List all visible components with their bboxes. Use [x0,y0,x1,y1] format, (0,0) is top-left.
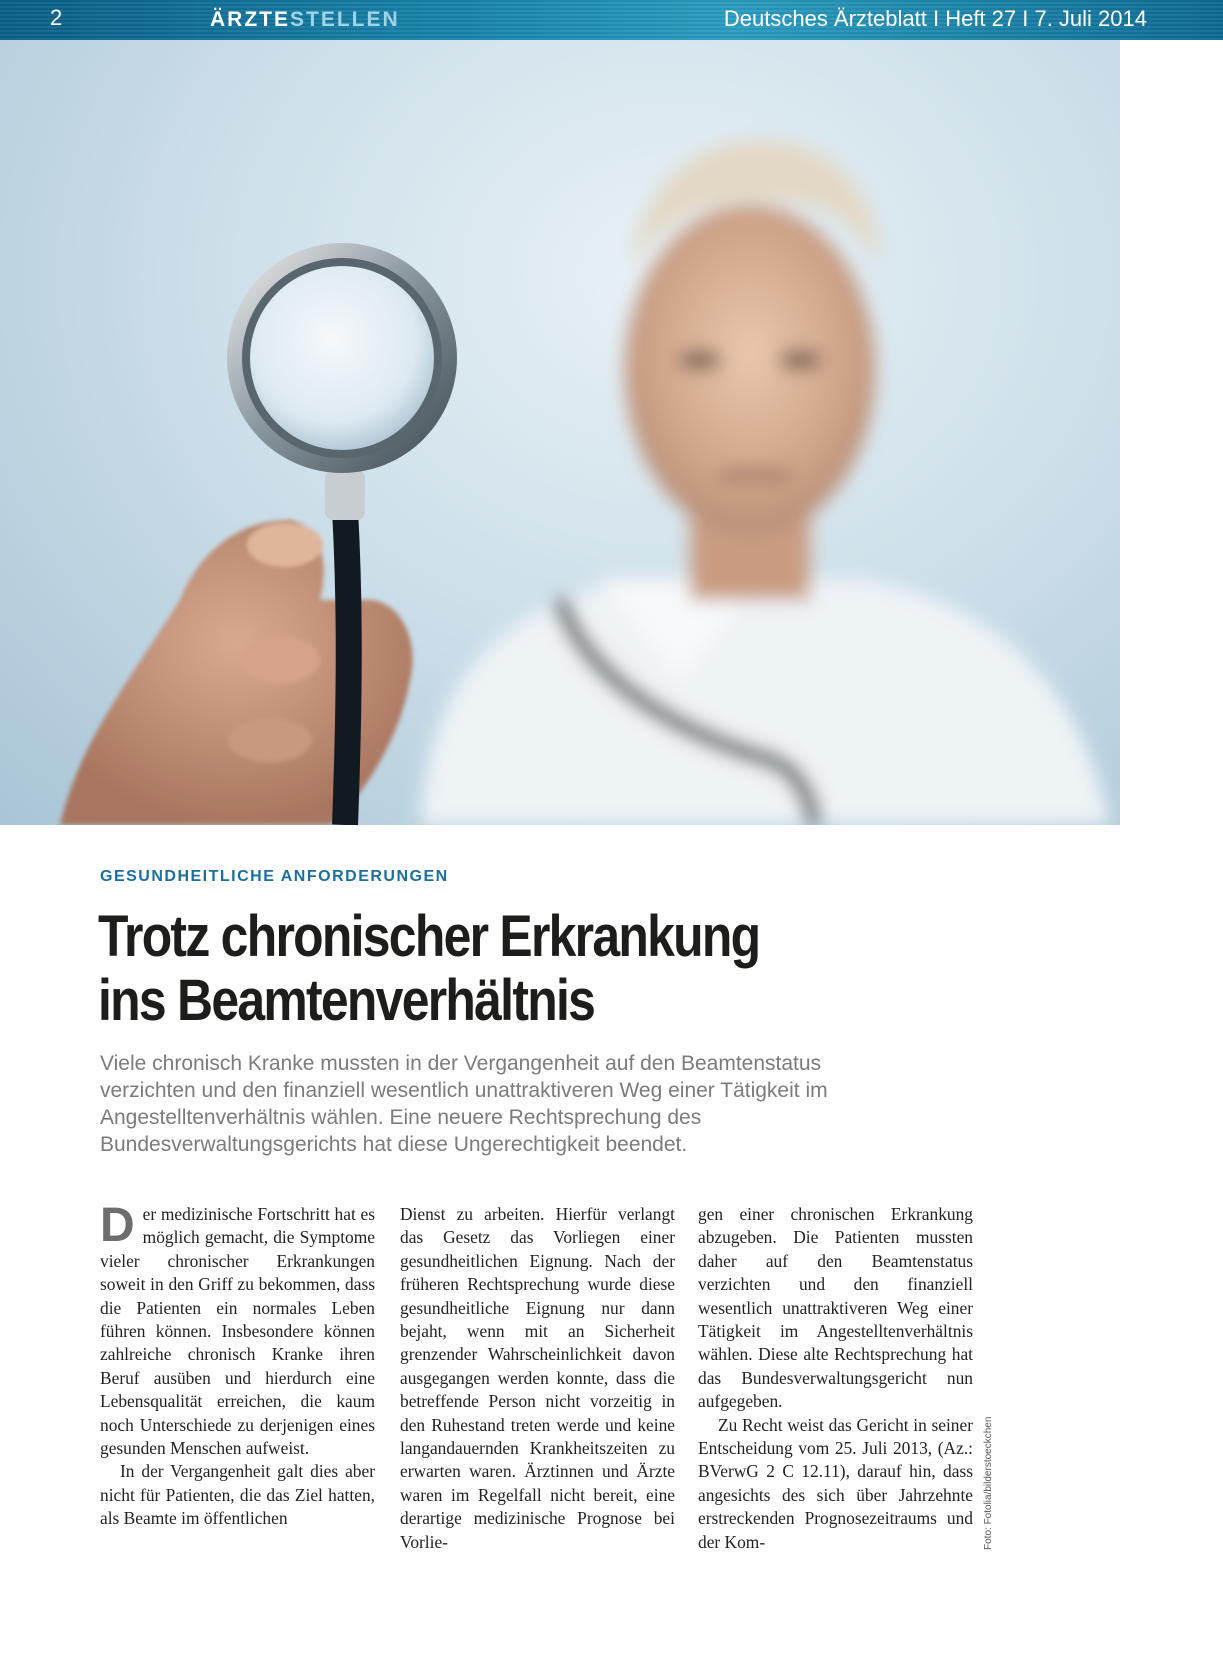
title-line-1: Trotz chronischer Erkrankung [98,904,760,969]
paragraph: In der Vergangenheit galt dies aber nicht für Patienten, die das Ziel hatten, als Beamte im öffentlichen [100,1461,375,1529]
article-title [98,905,872,1033]
drop-cap: D [100,1199,135,1252]
brand-part-2: STELLEN [290,8,400,31]
photo-credit: Foto: Fotolia/bilderstoeckchen [983,1416,994,1550]
text-column-2 [400,1203,675,1554]
text-column-3 [698,1203,973,1554]
section-brand [210,8,400,32]
text-column-1 [100,1199,375,1531]
issue-info: Deutsches Ärzteblatt I Heft 27 I 7. Juli 2014 [723,6,1147,31]
title-line-2: ins Beamtenverhältnis [98,968,595,1033]
paragraph: gen einer chronischen Erkrankung abzugeben. Die Patienten mussten daher auf den Beamtenstatus verzichten und den finanziell wesentlich unattraktiveren Weg einer Tätigkeit im Angestelltenverhältnis wählen. Diese alte Rechtsprechung hat das Bundesverwaltungsgericht nun aufgegeben. [698,1204,973,1412]
doctor-figure [420,140,1110,825]
paragraph: Zu Recht weist das Gericht in seiner Entscheidung vom 25. Juli 2013, (Az.: BVerwG 2 C 12.11), darauf hin, dass angesichts des sich über Jahrzehnte erstreckenden Prognosezeitraums und der Kom- [698,1414,973,1552]
paragraph-text: er medizinische Fortschritt hat es möglich gemacht, die Symptome vieler chronischer Erkrankungen soweit in den Griff zu bekommen, dass die Patienten ein normales Leben führen können. Insbesondere können zahlreiche chronisch Kranke ihren Beruf ausüben und hierdurch eine Lebensqualität erreichen, die kaum noch Unterschiede zu derjenigen eines gesunden Menschen aufweist. [100,1204,375,1459]
header-bar [0,0,1223,40]
article-kicker: GESUNDHEITLICHE ANFORDERUNGEN [100,868,449,885]
paragraph [100,1199,375,1460]
hero-photo [0,40,1120,825]
article-lead: Viele chronisch Kranke mussten in der Vergangenheit auf den Beamtenstatus verzichten und den finanziell wesentlich unattraktiveren Weg einer Tätigkeit im Angestelltenverhältnis wählen. Eine neuere Rechtsprechung des Bundesverwaltungsgerichts hat diese Ungerechtigkeit beendet. [100,1052,828,1156]
brand-part-1: ÄRZTE [210,8,290,31]
paragraph: Dienst zu arbeiten. Hierfür verlangt das Gesetz das Vorliegen einer gesundheitlichen Eignung. Nach der früheren Rechtsprechung wurde diese gesundheitliche Eignung nur dann bejaht, wenn mit an Sicherheit grenzender Wahrscheinlichkeit davon ausgegangen werden konnte, dass die betreffende Person nicht vorzeitig in den Ruhestand treten werde und keine langandauernden Krankheitszeiten zu erwarten waren. Ärztinnen und Ärzte waren im Regelfall nicht bereit, eine derartige medizinische Prognose bei Vorlie- [400,1204,675,1552]
page-number: 2 [50,5,63,30]
